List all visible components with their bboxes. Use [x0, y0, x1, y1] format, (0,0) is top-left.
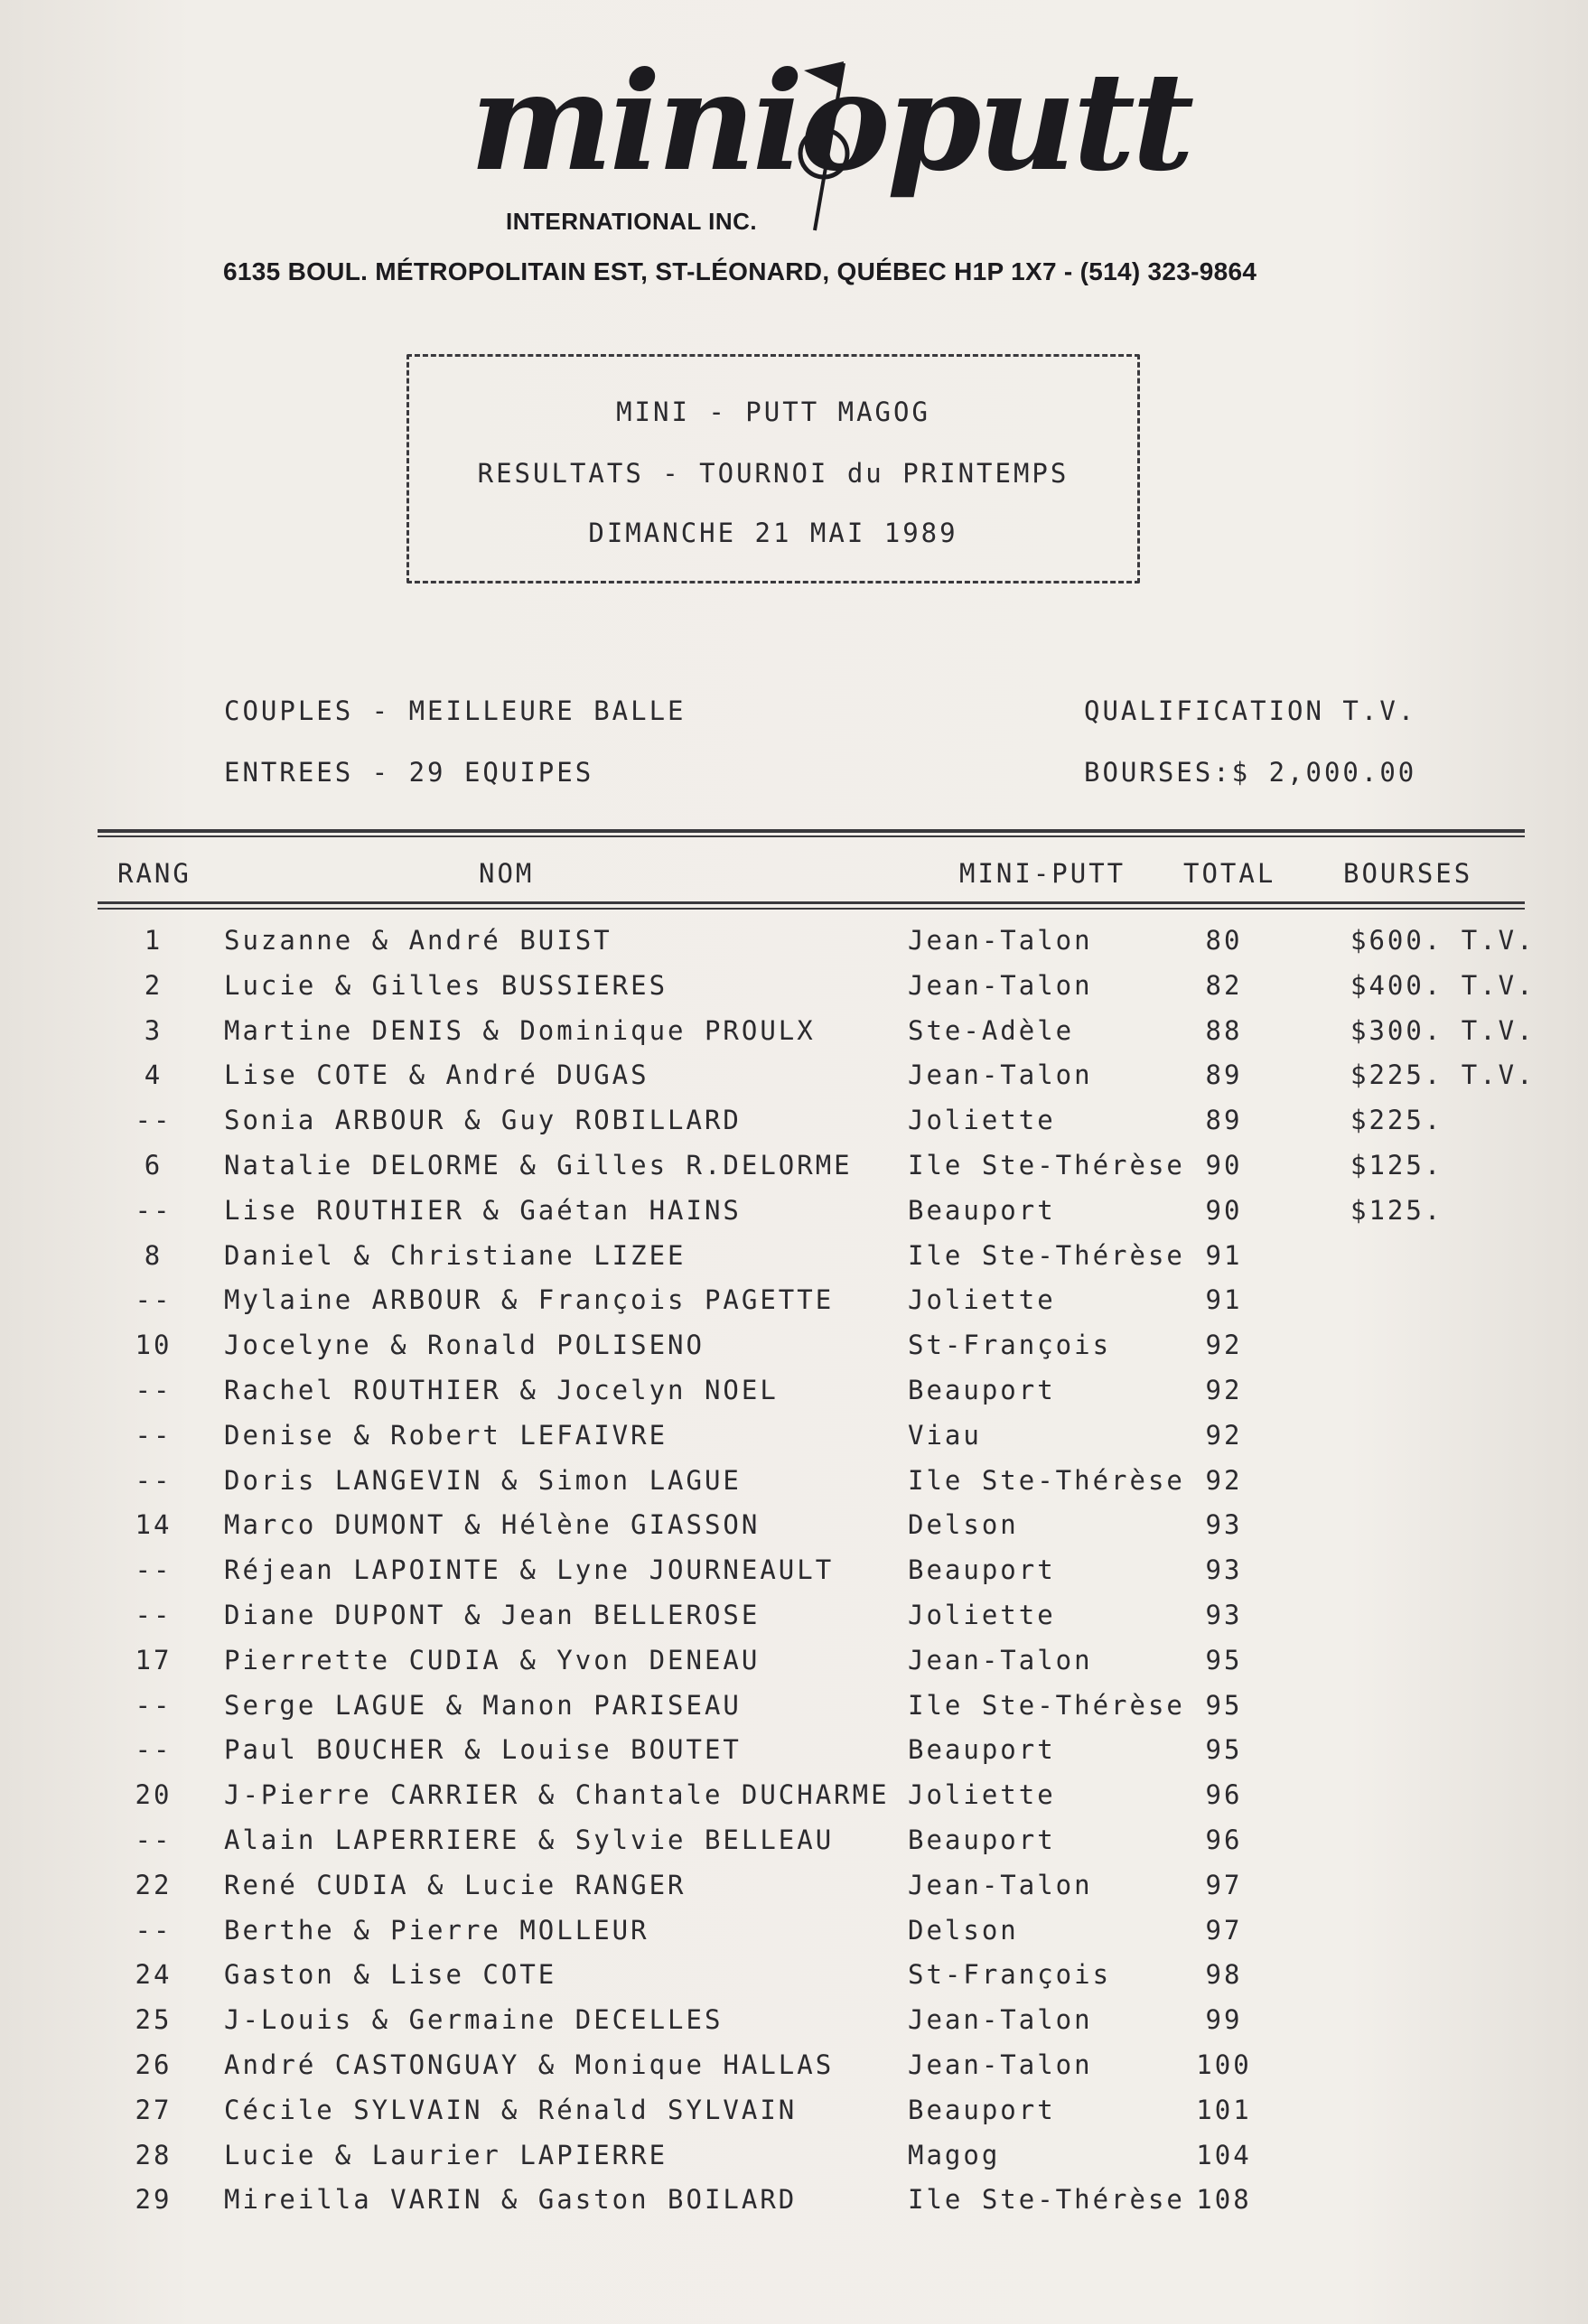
club-cell: Jean-Talon — [908, 1059, 1093, 1091]
table-row — [0, 1284, 1588, 1330]
total-cell: 97 — [1205, 1869, 1243, 1900]
rank-cell: 20 — [135, 1779, 173, 1811]
total-cell: 80 — [1205, 925, 1243, 956]
title-date: DIMANCHE 21 MAI 1989 — [588, 518, 958, 548]
name-cell: Gaston & Lise COTE — [224, 1959, 557, 1991]
purse-label: BOURSES:$ 2,000.00 — [1084, 757, 1417, 788]
club-cell: Ile Ste-Thérèse — [908, 2184, 1185, 2216]
name-cell: Berthe & Pierre MOLLEUR — [224, 1914, 649, 1946]
table-row — [0, 1059, 1588, 1105]
club-cell: Jean-Talon — [908, 1644, 1093, 1675]
header-divider — [98, 901, 1525, 904]
rank-cell: 29 — [135, 2184, 173, 2216]
club-cell: Delson — [908, 1914, 1019, 1946]
club-cell: St-François — [908, 1959, 1112, 1991]
table-row — [0, 1420, 1588, 1465]
name-cell: René CUDIA & Lucie RANGER — [224, 1869, 687, 1900]
club-cell: Jean-Talon — [908, 2049, 1093, 2080]
name-cell: J-Louis & Germaine DECELLES — [224, 2004, 724, 2036]
table-row — [0, 2004, 1588, 2049]
name-cell: Alain LAPERRIERE & Sylvie BELLEAU — [224, 1825, 835, 1855]
club-cell: Jean-Talon — [908, 1869, 1093, 1900]
name-cell: Pierrette CUDIA & Yvon DENEAU — [224, 1644, 761, 1675]
total-cell: 93 — [1205, 1600, 1243, 1630]
club-cell: Ile Ste-Thérèse — [908, 1150, 1185, 1181]
table-row — [0, 1870, 1588, 1915]
table-row — [0, 1015, 1588, 1060]
table-row — [0, 1779, 1588, 1825]
club-cell: Ile Ste-Thérèse — [908, 1464, 1185, 1496]
total-cell: 104 — [1196, 2139, 1252, 2170]
total-cell: 92 — [1205, 1330, 1243, 1361]
title-box — [406, 354, 1140, 583]
total-cell: 90 — [1205, 1150, 1243, 1181]
rank-cell: -- — [135, 1419, 173, 1451]
prize-cell: $125. — [1350, 1194, 1443, 1226]
total-cell: 95 — [1205, 1689, 1243, 1721]
table-row — [0, 1734, 1588, 1779]
table-row — [0, 1105, 1588, 1150]
table-row — [0, 2140, 1588, 2185]
name-cell: Lise COTE & André DUGAS — [224, 1059, 649, 1091]
table-row — [0, 1825, 1588, 1870]
title-event: RESULTATS - TOURNOI du PRINTEMPS — [477, 458, 1070, 489]
rank-cell: -- — [135, 1375, 173, 1405]
club-cell: St-François — [908, 1330, 1112, 1361]
total-cell: 96 — [1205, 1825, 1243, 1855]
table-row — [0, 925, 1588, 970]
rank-cell: 27 — [135, 2094, 173, 2125]
name-cell: Natalie DELORME & Gilles R.DELORME — [224, 1150, 853, 1181]
rank-cell: 22 — [135, 1869, 173, 1900]
name-cell: Denise & Robert LEFAIVRE — [224, 1419, 668, 1451]
col-header-prize: BOURSES — [1343, 858, 1473, 889]
company-address: 6135 BOUL. MÉTROPOLITAIN EST, ST-LÉONARD, QUÉBEC H1P 1X7 - (514) 323-9864 — [223, 257, 1257, 285]
total-cell: 92 — [1205, 1464, 1243, 1496]
rank-cell: -- — [135, 1105, 173, 1136]
total-cell: 82 — [1205, 969, 1243, 1001]
total-cell: 95 — [1205, 1734, 1243, 1766]
name-cell: Suzanne & André BUIST — [224, 925, 612, 956]
table-row — [0, 1600, 1588, 1645]
name-cell: Lise ROUTHIER & Gaétan HAINS — [224, 1194, 742, 1226]
name-cell: Marco DUMONT & Hélène GIASSON — [224, 1509, 761, 1541]
table-row — [0, 1915, 1588, 1960]
club-cell: Beauport — [908, 2094, 1056, 2125]
club-cell: Beauport — [908, 1825, 1056, 1855]
total-cell: 89 — [1205, 1059, 1243, 1091]
rank-cell: -- — [135, 1914, 173, 1946]
club-cell: Jean-Talon — [908, 969, 1093, 1001]
name-cell: Lucie & Gilles BUSSIERES — [224, 969, 668, 1001]
name-cell: Mylaine ARBOUR & François PAGETTE — [224, 1284, 835, 1316]
total-cell: 88 — [1205, 1014, 1243, 1046]
name-cell: Réjean LAPOINTE & Lyne JOURNEAULT — [224, 1554, 835, 1586]
club-cell: Joliette — [908, 1779, 1056, 1811]
rank-cell: -- — [135, 1734, 173, 1766]
table-row — [0, 1465, 1588, 1510]
rank-cell: 6 — [144, 1150, 163, 1181]
rank-cell: -- — [135, 1464, 173, 1496]
header-divider-thin — [98, 908, 1525, 910]
col-header-rank: RANG — [117, 858, 191, 889]
club-cell: Jean-Talon — [908, 925, 1093, 956]
rank-cell: 17 — [135, 1644, 173, 1675]
name-cell: Rachel ROUTHIER & Jocelyn NOEL — [224, 1375, 779, 1405]
rank-cell: 10 — [135, 1330, 173, 1361]
top-divider-thin — [98, 835, 1525, 837]
rank-cell: 25 — [135, 2004, 173, 2036]
rank-cell: -- — [135, 1554, 173, 1586]
rank-cell: 28 — [135, 2139, 173, 2170]
total-cell: 95 — [1205, 1644, 1243, 1675]
total-cell: 91 — [1205, 1284, 1243, 1316]
table-row — [0, 1509, 1588, 1554]
total-cell: 96 — [1205, 1779, 1243, 1811]
total-cell: 100 — [1196, 2049, 1252, 2080]
total-cell: 98 — [1205, 1959, 1243, 1991]
qualification-label: QUALIFICATION T.V. — [1084, 695, 1417, 726]
rank-cell: 8 — [144, 1239, 163, 1271]
club-cell: Ste-Adèle — [908, 1014, 1075, 1046]
category-label: COUPLES - MEILLEURE BALLE — [224, 695, 687, 726]
title-venue: MINI - PUTT MAGOG — [616, 397, 930, 427]
name-cell: Daniel & Christiane LIZEE — [224, 1239, 687, 1271]
total-cell: 93 — [1205, 1554, 1243, 1586]
club-cell: Beauport — [908, 1194, 1056, 1226]
club-cell: Delson — [908, 1509, 1019, 1541]
rank-cell: 4 — [144, 1059, 163, 1091]
logo-subtitle: INTERNATIONAL INC. — [506, 208, 758, 235]
total-cell: 99 — [1205, 2004, 1243, 2036]
rank-cell: -- — [135, 1284, 173, 1316]
total-cell: 93 — [1205, 1509, 1243, 1541]
name-cell: Serge LAGUE & Manon PARISEAU — [224, 1689, 742, 1721]
prize-cell: $400. T.V. — [1350, 969, 1536, 1001]
top-divider — [98, 829, 1525, 833]
rank-cell: 1 — [144, 925, 163, 956]
club-cell: Joliette — [908, 1105, 1056, 1136]
total-cell: 97 — [1205, 1914, 1243, 1946]
col-header-club: MINI-PUTT — [959, 858, 1126, 889]
total-cell: 90 — [1205, 1194, 1243, 1226]
name-cell: Mireilla VARIN & Gaston BOILARD — [224, 2184, 798, 2216]
club-cell: Magog — [908, 2139, 1001, 2170]
rank-cell: 2 — [144, 969, 163, 1001]
rank-cell: -- — [135, 1689, 173, 1721]
rank-cell: 26 — [135, 2049, 173, 2080]
name-cell: Lucie & Laurier LAPIERRE — [224, 2139, 668, 2170]
club-cell: Joliette — [908, 1284, 1056, 1316]
table-row — [0, 1554, 1588, 1600]
name-cell: André CASTONGUAY & Monique HALLAS — [224, 2049, 835, 2080]
table-row — [0, 1375, 1588, 1420]
total-cell: 108 — [1196, 2184, 1252, 2216]
rank-cell: -- — [135, 1600, 173, 1630]
name-cell: Diane DUPONT & Jean BELLEROSE — [224, 1600, 761, 1630]
total-cell: 89 — [1205, 1105, 1243, 1136]
table-row — [0, 2184, 1588, 2229]
table-row — [0, 1240, 1588, 1285]
total-cell: 101 — [1196, 2094, 1252, 2125]
table-row — [0, 970, 1588, 1015]
prize-cell: $300. T.V. — [1350, 1014, 1536, 1046]
name-cell: Jocelyne & Ronald POLISENO — [224, 1330, 705, 1361]
name-cell: Cécile SYLVAIN & Rénald SYLVAIN — [224, 2094, 798, 2125]
table-row — [0, 1690, 1588, 1735]
name-cell: Martine DENIS & Dominique PROULX — [224, 1014, 816, 1046]
table-row — [0, 1195, 1588, 1240]
prize-cell: $600. T.V. — [1350, 925, 1536, 956]
name-cell: J-Pierre CARRIER & Chantale DUCHARME — [224, 1779, 890, 1811]
prize-cell: $125. — [1350, 1150, 1443, 1181]
name-cell: Doris LANGEVIN & Simon LAGUE — [224, 1464, 742, 1496]
table-row — [0, 1959, 1588, 2004]
table-row — [0, 1150, 1588, 1195]
total-cell: 92 — [1205, 1419, 1243, 1451]
total-cell: 91 — [1205, 1239, 1243, 1271]
table-row — [0, 2049, 1588, 2095]
club-cell: Beauport — [908, 1734, 1056, 1766]
rank-cell: -- — [135, 1194, 173, 1226]
col-header-name: NOM — [479, 858, 535, 889]
club-cell: Ile Ste-Thérèse — [908, 1689, 1185, 1721]
table-row — [0, 2095, 1588, 2140]
rank-cell: 24 — [135, 1959, 173, 1991]
name-cell: Paul BOUCHER & Louise BOUTET — [224, 1734, 742, 1766]
company-logo — [470, 42, 1191, 244]
rank-cell: -- — [135, 1825, 173, 1855]
prize-cell: $225. T.V. — [1350, 1059, 1536, 1091]
col-header-total: TOTAL — [1183, 858, 1276, 889]
club-cell: Beauport — [908, 1375, 1056, 1405]
rank-cell: 3 — [144, 1014, 163, 1046]
club-cell: Jean-Talon — [908, 2004, 1093, 2036]
club-cell: Viau — [908, 1419, 982, 1451]
logo-wordmark: minioputt — [470, 42, 1191, 201]
prize-cell: $225. — [1350, 1105, 1443, 1136]
club-cell: Joliette — [908, 1600, 1056, 1630]
table-row — [0, 1645, 1588, 1690]
club-cell: Beauport — [908, 1554, 1056, 1586]
total-cell: 92 — [1205, 1375, 1243, 1405]
entries-label: ENTREES - 29 EQUIPES — [224, 757, 594, 788]
table-row — [0, 1330, 1588, 1375]
rank-cell: 14 — [135, 1509, 173, 1541]
name-cell: Sonia ARBOUR & Guy ROBILLARD — [224, 1105, 742, 1136]
club-cell: Ile Ste-Thérèse — [908, 1239, 1185, 1271]
